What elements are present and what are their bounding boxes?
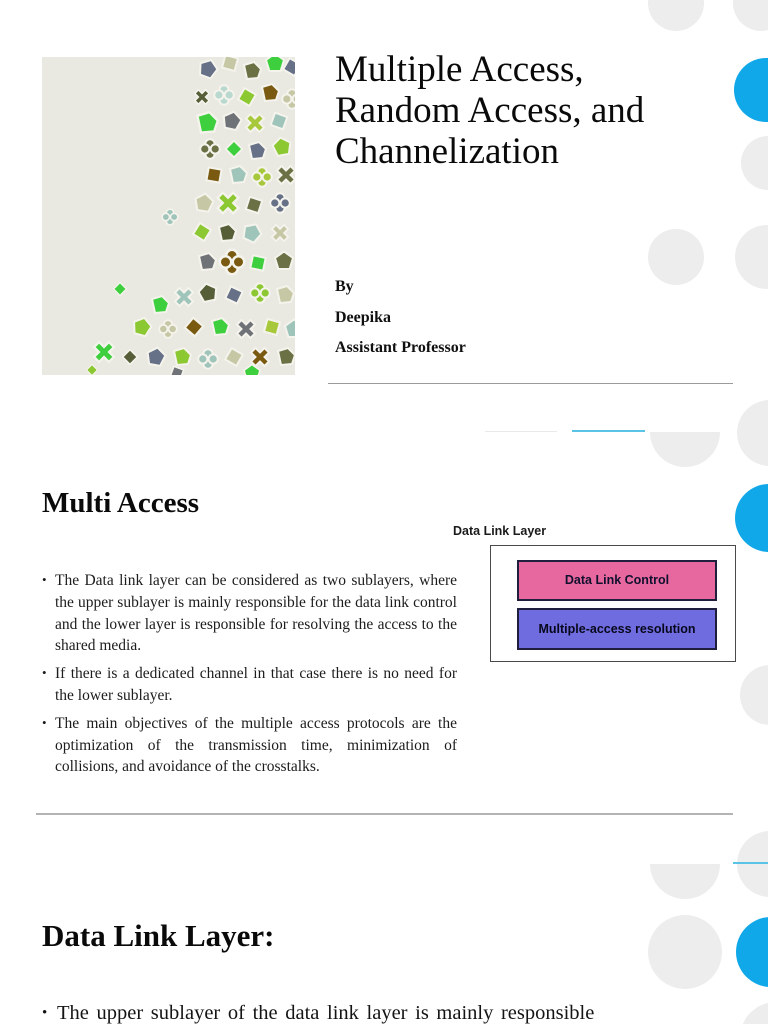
slide3-heading: Data Link Layer: xyxy=(42,918,275,953)
data-link-control-box: Data Link Control xyxy=(517,560,717,601)
title-divider-line xyxy=(328,383,733,384)
decor-circle xyxy=(648,915,722,989)
multiple-access-resolution-box: Multiple-access resolution xyxy=(517,608,717,650)
page-separator-line xyxy=(485,431,557,432)
bullet-text: If there is a dedicated channel in that case there is no need for the lower sublayer. xyxy=(55,665,457,704)
bullet-marker: • xyxy=(42,1005,48,1021)
byline xyxy=(335,272,715,364)
bullet-item xyxy=(42,570,457,657)
deck-title-line: Channelization xyxy=(335,131,559,172)
slide2-bullet-list xyxy=(42,570,457,784)
decor-circle xyxy=(735,225,768,289)
decor-circle xyxy=(741,136,768,190)
bullet-text: The upper sublayer of the data link layer is mainly responsible xyxy=(57,1002,595,1024)
deck-title xyxy=(335,49,745,172)
decor-circle xyxy=(733,0,768,31)
bullet-marker: • xyxy=(42,572,47,587)
decor-half-circle xyxy=(650,864,720,899)
slide2-footer-line xyxy=(36,813,733,815)
decor-circle xyxy=(648,0,704,31)
mosaic-artwork xyxy=(42,57,295,375)
bullet-text: The main objectives of the multiple access protocols are the optimization of the transmission time, minimization of collisions, and avoidance of the crosstalks. xyxy=(55,714,457,776)
data-link-layer-diagram xyxy=(490,545,736,662)
cyan-accent-line xyxy=(733,862,768,864)
decor-circle-cyan xyxy=(735,484,768,552)
bullet-marker: • xyxy=(42,665,47,681)
slide3-bullet xyxy=(42,999,717,1024)
byline-role: Assistant Professor xyxy=(335,339,466,356)
byline-author: Deepika xyxy=(335,308,391,326)
decor-circle xyxy=(737,400,768,466)
bullet-text: The Data link layer can be considered as two sublayers, where the upper sublayer is mainly responsible for the data link control and the lower layer is responsible for resolving the access to the shared media. xyxy=(55,572,457,655)
deck-title-line: Multiple Access, xyxy=(335,49,584,90)
byline-by: By xyxy=(335,278,354,295)
diagram-title: Data Link Layer xyxy=(453,524,547,538)
cyan-accent-line xyxy=(572,430,645,432)
bullet-item xyxy=(42,663,457,707)
decor-circle xyxy=(740,665,768,725)
decor-half-circle xyxy=(650,432,720,467)
decor-circle-cyan xyxy=(736,917,768,987)
bullet-marker: • xyxy=(42,714,47,730)
slide2-heading: Multi Access xyxy=(42,487,200,519)
bullet-item xyxy=(42,713,457,778)
deck-title-line: Random Access, and xyxy=(335,90,645,131)
decor-circle xyxy=(740,1002,768,1024)
decor-circle xyxy=(737,831,768,897)
